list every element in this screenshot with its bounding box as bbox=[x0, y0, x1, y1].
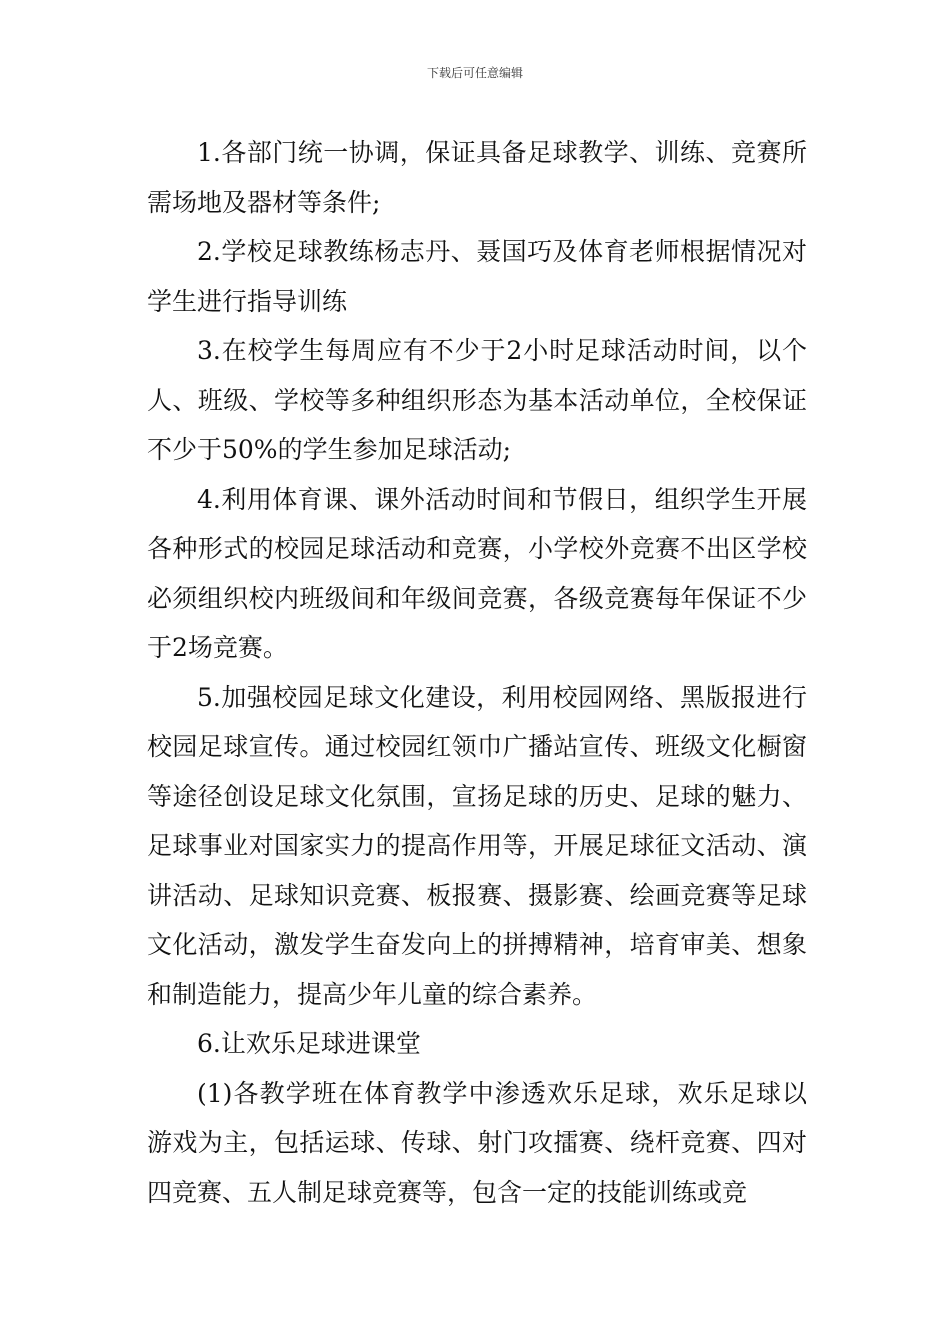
paragraph-2: 2.学校足球教练杨志丹、聂国巧及体育老师根据情况对学生进行指导训练 bbox=[147, 237, 807, 316]
paragraph-5: 5.加强校园足球文化建设，利用校园网络、黑版报进行校园足球宣传。通过校园红领巾广播站宣传、班级文化橱窗等途径创设足球文化氛围，宣扬足球的历史、足球的魅力、足球事业对国家实力的提高作用等，开展足球征文活动、演讲活动、足球知识竞赛、板报赛、摄影赛、绘画竞赛等足球文化活动，激发学生奋发向上的拼搏精神，培育审美、想象和制造能力，提高少年儿童的综合素养。 bbox=[147, 682, 807, 1009]
paragraph-6-1: (1)各教学班在体育教学中渗透欢乐足球，欢乐足球以游戏为主，包括运球、传球、射门攻擂赛、绕杆竞赛、四对四竞赛、五人制足球竞赛等，包含一定的技能训练或竞 bbox=[147, 1078, 807, 1207]
document-body bbox=[147, 128, 807, 1217]
paragraph-3: 3.在校学生每周应有不少于2小时足球活动时间，以个人、班级、学校等多种组织形态为基本活动单位，全校保证不少于50%的学生参加足球活动; bbox=[147, 336, 807, 464]
paragraph-1: 1.各部门统一协调，保证具备足球教学、训练、竞赛所需场地及器材等条件; bbox=[147, 138, 807, 217]
header-note: 下载后可任意编辑 bbox=[426, 66, 523, 80]
paragraph-4: 4.利用体育课、课外活动时间和节假日，组织学生开展各种形式的校园足球活动和竞赛，小学校外竞赛不出区学校必须组织校内班级间和年级间竞赛，各级竞赛每年保证不少于2场竞赛。 bbox=[147, 484, 807, 662]
paragraph-6: 6.让欢乐足球进课堂 bbox=[197, 1029, 421, 1058]
